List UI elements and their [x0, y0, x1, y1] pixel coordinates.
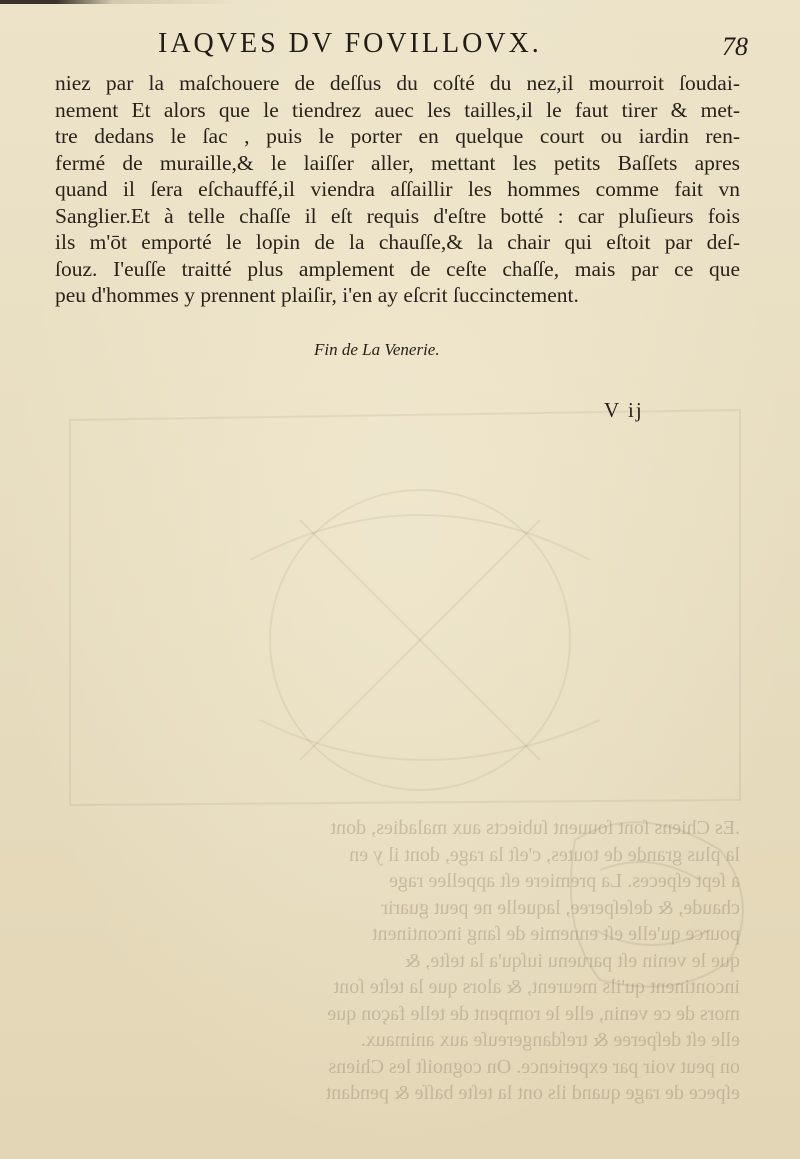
- folio-number: 78: [722, 32, 748, 61]
- text-line: nement Et alors que le tiendrez auec les tailles,il le faut tirer & met-: [55, 97, 740, 122]
- page-top-edge: [0, 0, 800, 4]
- text-line: ſouz. I'euſſe traitté plus amplement de ceſte chaſſe, mais par ce que: [55, 256, 740, 281]
- text-line: quand il ſera eſchauffé,il viendra aſſaillir les hommes comme fait vn: [55, 177, 740, 201]
- text-line: ils m'ōt emporté le lopin de la chauſſe,& la chair qui eſtoit par deſ-: [55, 230, 740, 254]
- page-header: [0, 24, 800, 64]
- body-text: [55, 70, 740, 309]
- text-line: fermé de muraille,& le laiſſer aller, mettant les petits Baſſets apres: [55, 150, 740, 175]
- text-line: peu d'hommes y prennent plaiſir, i'en ay eſcrit ſuccinctement.: [55, 283, 579, 307]
- finis-line: Fin de La Venerie.: [314, 340, 440, 359]
- signature-mark: V ij: [604, 398, 644, 422]
- text-line: niez par la maſchouere de deſſus du coſté du nez,il mourroit ſoudai-: [55, 71, 740, 95]
- text-line: tre dedans le ſac , puis le porter en quelque court ou iardin ren-: [55, 124, 740, 148]
- running-head: IAQVES DV FOVILLOVX.: [158, 28, 542, 59]
- text-line: Sanglier.Et à telle chaſſe il eſt requis d'eſtre botté : car pluſieurs fois: [55, 203, 740, 228]
- show-through-text: .Es Chiens ſont ſouuent ſubiects aux maladies, dont la plus grande de toutes, c'eſt la rage, dont il y en a ſept eſpeces. La premiere eſt appellee rage chaude, & deſeſperee, laquelle ne peut guarir pource qu'elle eſt ennemie de ſang incontinent que le venin eſt paruenu iuſqu'a la teſte, & incontinent qu'ils meurent, & alors que la teſte ſont mors de ce venin, elle le rompent de telle façon que elle eſt deſperee & treſdangereuſe aux animaux. on peut voir par experience. On cognoiſt les Chiens eſpece de rage quand ils ont la teſte baſſe & pendant: [325, 817, 740, 1104]
